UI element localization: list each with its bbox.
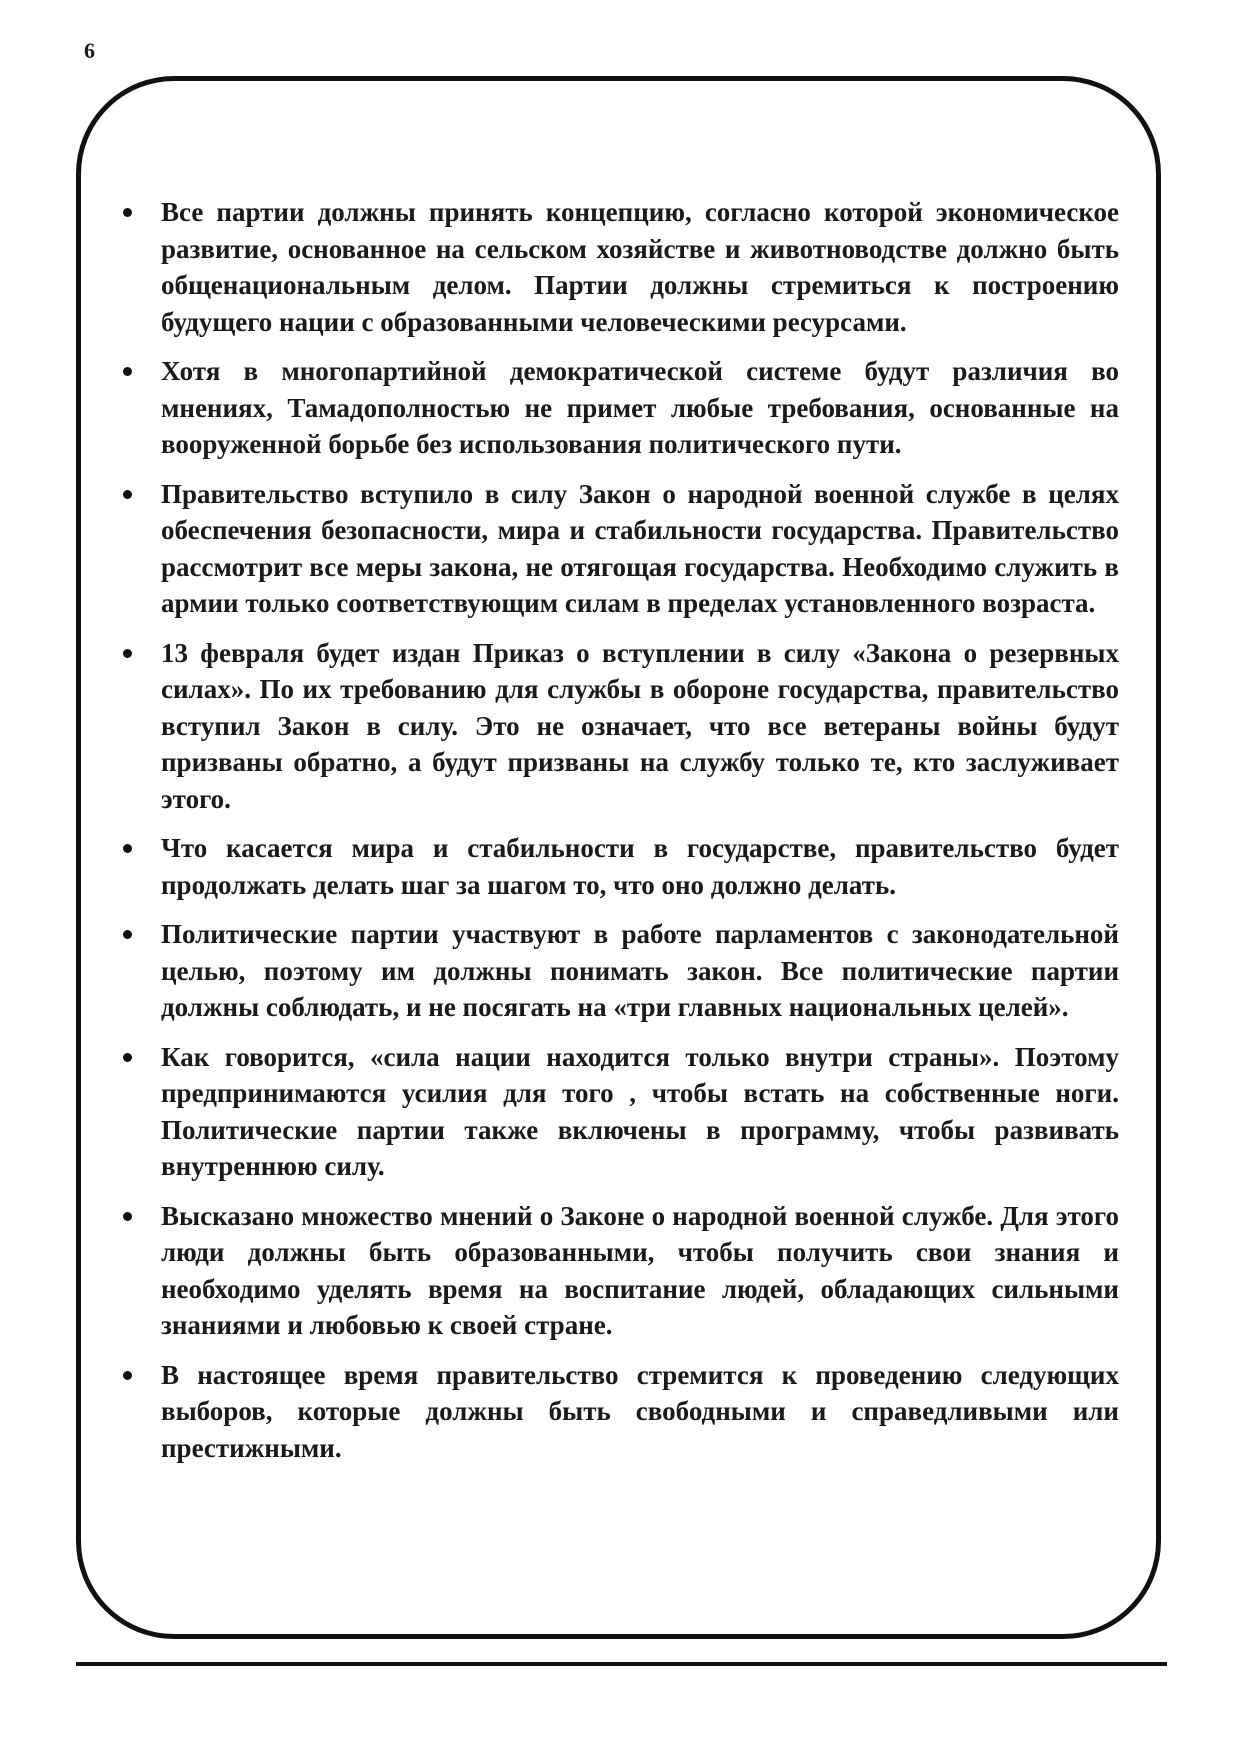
list-item-text: Политические партии участвуют в работе парламентов с законодательной целью, поэтому им должны понимать закон. Все политические партии должны соблюдать, и не посягать на «три главных национальных целей». <box>161 919 1119 1022</box>
bullet-icon <box>123 1212 132 1221</box>
list-item <box>119 830 1119 903</box>
bullet-icon <box>123 208 132 217</box>
list-item-text: В настоящее время правительство стремится к проведению следующих выборов, которые должны быть свободными и справедливыми или престижными. <box>161 1359 1119 1463</box>
list-item-text: Все партии должны принять концепцию, согласно которой экономическое развитие, основанное на сельском хозяйстве и животноводстве должно быть общенациональным делом. Партии должны стремиться к построению будущего нации с образованными человеческими ресурсами. <box>161 197 1119 337</box>
list-item <box>119 194 1119 340</box>
bottom-rule <box>76 1662 1167 1666</box>
bullet-icon <box>123 844 132 853</box>
list-item-text: Что касается мира и стабильности в государстве, правительство будет продолжать делать шаг за шагом то, что оно должно делать. <box>161 833 1119 900</box>
list-item <box>119 1357 1119 1467</box>
bullet-icon <box>123 490 132 499</box>
list-item-text: Правительство вступило в силу Закон о народной военной службе в целях обеспечения безопасности, мира и стабильности государства. Правительство рассмотрит все меры закона, не отягощая государства. Необходимо служить в армии только соответствующим силам в пределах установленного возраста. <box>161 478 1119 618</box>
list-item-text: Как говорится, «сила нации находится только внутри страны». Поэтому предпринимаются усилия для того , чтобы встать на собственные ноги. Политические партии также включены в программу, чтобы развивать внутреннюю силу. <box>161 1041 1119 1181</box>
bullet-list <box>119 194 1119 1479</box>
list-item-text: Высказано множество мнений о Законе о народной военной службе. Для этого люди должны быть образованными, чтобы получить свои знания и необходимо уделять время на воспитание людей, обладающих сильными знаниями и любовью к своей стране. <box>161 1200 1119 1340</box>
list-item <box>119 1039 1119 1185</box>
bullet-icon <box>123 1371 132 1380</box>
list-item <box>119 635 1119 818</box>
list-item-text: 13 февраля будет издан Приказ о вступлении в силу «Закона о резервных силах». По их требованию для службы в обороне государства, правительство вступил Закон в силу. Это не означает, что все ветераны войны будут призваны обратно, а будут призваны на службу только те, кто заслуживает этого. <box>161 637 1119 814</box>
bullet-icon <box>123 367 132 376</box>
list-item <box>119 476 1119 622</box>
page-number: 6 <box>84 38 95 63</box>
list-item <box>119 1198 1119 1344</box>
list-item <box>119 353 1119 463</box>
bullet-icon <box>123 649 132 658</box>
list-item-text: Хотя в многопартийной демократической системе будут различия во мнениях, Тамадополностью не примет любые требования, основанные на вооруженной борьбе без использования политического пути. <box>161 356 1119 459</box>
bullet-icon <box>123 1053 132 1062</box>
bullet-icon <box>123 930 132 939</box>
list-item <box>119 916 1119 1026</box>
